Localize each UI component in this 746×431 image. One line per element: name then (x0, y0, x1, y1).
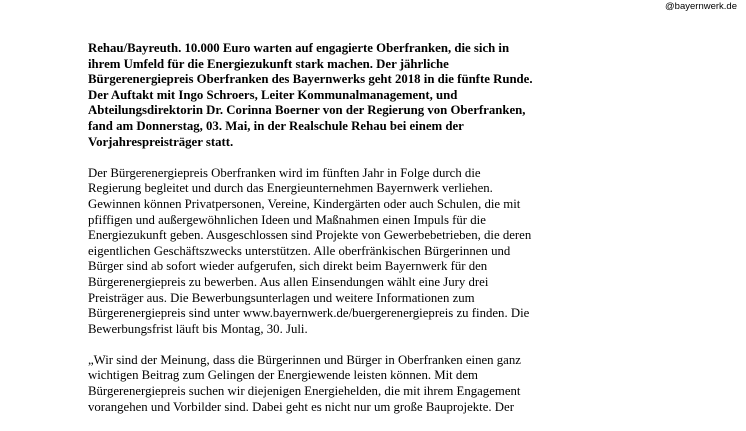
body-line: Bewerbungsfrist läuft bis Montag, 30. Juli. (88, 321, 308, 336)
quote-line: wichtigen Beitrag zum Gelingen der Energiewende leisten können. Mit dem (88, 368, 478, 383)
body-line: Regierung begleitet und durch das Energieunternehmen Bayernwerk verliehen. (88, 181, 493, 196)
quote-line: Bürgerenergiepreis suchen wir diejenigen Energiehelden, die mit ihrem Engagement (88, 384, 521, 399)
body-paragraph (88, 166, 688, 338)
lead-line: Abteilungsdirektorin Dr. Corinna Boerner von der Regierung von Oberfranken, (88, 103, 526, 118)
lead-line: Der Auftakt mit Ingo Schroers, Leiter Kommunalmanagement, und (88, 87, 458, 102)
body-line: Bürgerenergiepreis zu bewerben. Aus allen Einsendungen wählt eine Jury drei (88, 274, 489, 289)
body-line: Gewinnen können Privatpersonen, Vereine, Kindergärten oder auch Schulen, die mit (88, 196, 521, 211)
body-line: Der Bürgerenergiepreis Oberfranken wird im fünften Jahr in Folge durch die (88, 165, 481, 180)
lead-line: Bürgerenergiepreis Oberfranken des Bayernwerks geht 2018 in die fünfte Runde. (88, 72, 533, 87)
source-credit: @bayernwerk.de (665, 1, 737, 12)
body-line: Bürgerenergiepreis sind unter www.bayernwerk.de/buergerenergiepreis zu finden. Die (88, 306, 530, 321)
body-line: Preisträger aus. Die Bewerbungsunterlagen und weitere Informationen zum (88, 290, 475, 305)
lead-line: Vorjahrespreisträger statt. (88, 134, 234, 149)
quote-line: „Wir sind der Meinung, dass die Bürgerinnen und Bürger in Oberfranken einen ganz (88, 352, 521, 367)
body-line: eigentlichen Geschäftszwecks unterstützen. Alle oberfränkischen Bürgerinnen und (88, 243, 511, 258)
body-line: pfiffigen und außergewöhnlichen Ideen und Maßnahmen einen Impuls für die (88, 212, 486, 227)
article (88, 41, 688, 431)
lead-paragraph (88, 41, 688, 150)
quote-line: vorangehen und Vorbilder sind. Dabei geht es nicht nur um große Bauprojekte. Der (88, 399, 514, 414)
lead-line: ihrem Umfeld für die Energiezukunft stark machen. Der jährliche (88, 56, 449, 71)
lead-line: Rehau/Bayreuth. 10.000 Euro warten auf engagierte Oberfranken, die sich in (88, 41, 510, 55)
lead-line: fand am Donnerstag, 03. Mai, in der Realschule Rehau bei einem der (88, 118, 464, 133)
body-line: Bürger sind ab sofort wieder aufgerufen, sich direkt beim Bayernwerk für den (88, 259, 488, 274)
body-line: Energiezukunft geben. Ausgeschlossen sind Projekte von Gewerbebetrieben, die deren (88, 228, 532, 243)
quote-paragraph (88, 353, 688, 415)
